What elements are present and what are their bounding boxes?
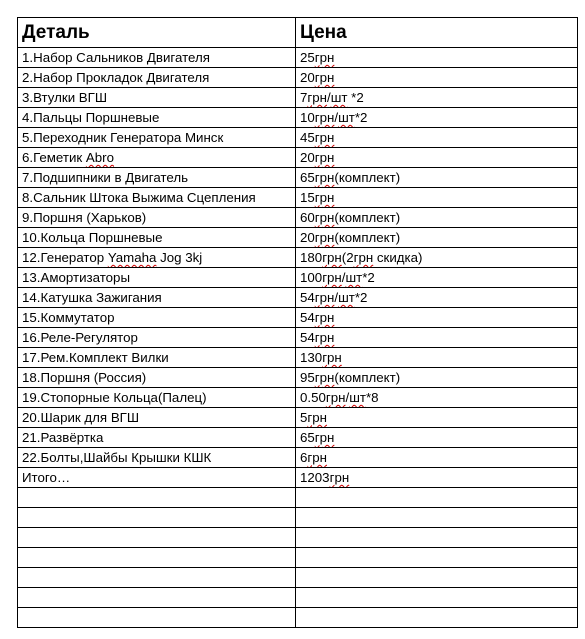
part-cell[interactable]: 21.Развёртка: [18, 428, 296, 448]
spellcheck-mark: Abro: [85, 150, 115, 165]
part-cell[interactable]: [18, 528, 296, 548]
price-cell[interactable]: [296, 508, 578, 528]
table-row: [18, 248, 578, 268]
price-cell[interactable]: 54грн/шт*2: [296, 288, 578, 308]
table-row: [18, 408, 578, 428]
table-row: [18, 168, 578, 188]
spellcheck-mark: грн: [314, 190, 335, 205]
spellcheck-mark: грн: [314, 330, 335, 345]
part-cell[interactable]: 1.Набор Сальников Двигателя: [18, 48, 296, 68]
price-cell[interactable]: [296, 588, 578, 608]
spellcheck-mark: грн: [322, 250, 342, 265]
price-cell[interactable]: 7грн/шт *2: [296, 88, 578, 108]
spellcheck-mark: шт: [345, 270, 363, 285]
spellcheck-mark: шт: [338, 290, 355, 305]
part-cell[interactable]: 13.Амортизаторы: [18, 268, 296, 288]
spellcheck-mark: грн: [307, 450, 327, 465]
part-cell[interactable]: 14.Катушка Зажигания: [18, 288, 296, 308]
price-cell[interactable]: 20грн(комплект): [296, 228, 578, 248]
table-row: [18, 288, 578, 308]
table-row: [18, 88, 578, 108]
part-cell[interactable]: 20.Шарик для ВГШ: [18, 408, 296, 428]
document-page: [17, 17, 577, 628]
price-cell[interactable]: 10грн/шт*2: [296, 108, 578, 128]
table-row: [18, 428, 578, 448]
spellcheck-mark: грн: [329, 470, 350, 485]
price-cell[interactable]: 0.50грн/шт*8: [296, 388, 578, 408]
part-cell[interactable]: 4.Пальцы Поршневые: [18, 108, 296, 128]
part-cell[interactable]: Итого…: [18, 468, 296, 488]
part-cell[interactable]: [18, 588, 296, 608]
spellcheck-mark: Yamaha: [107, 250, 157, 265]
table-body: [18, 48, 578, 628]
table-row: [18, 48, 578, 68]
part-cell[interactable]: 17.Рем.Комплект Вилки: [18, 348, 296, 368]
price-cell[interactable]: 1203грн: [296, 468, 578, 488]
part-cell[interactable]: 9.Поршня (Харьков): [18, 208, 296, 228]
part-cell[interactable]: 18.Поршня (Россия): [18, 368, 296, 388]
table-row: [18, 488, 578, 508]
parts-price-table: [17, 17, 578, 628]
spellcheck-mark: грн: [322, 270, 342, 285]
spellcheck-mark: грн: [322, 350, 342, 365]
table-row: [18, 108, 578, 128]
table-row: [18, 588, 578, 608]
table-row: [18, 188, 578, 208]
part-cell[interactable]: 7.Подшипники в Двигатель: [18, 168, 296, 188]
part-cell[interactable]: 2.Набор Прокладок Двигателя: [18, 68, 296, 88]
price-cell[interactable]: 60грн(комплект): [296, 208, 578, 228]
spellcheck-mark: шт: [330, 90, 348, 105]
spellcheck-mark: шт: [338, 110, 355, 125]
price-cell[interactable]: 100грн/шт*2: [296, 268, 578, 288]
table-row: [18, 208, 578, 228]
spellcheck-mark: грн: [353, 250, 374, 265]
table-row: [18, 128, 578, 148]
spellcheck-mark: грн: [314, 290, 335, 305]
part-cell[interactable]: [18, 568, 296, 588]
spellcheck-mark: грн: [314, 230, 335, 245]
part-cell[interactable]: [18, 608, 296, 628]
spellcheck-mark: грн: [307, 90, 327, 105]
price-cell[interactable]: 45грн: [296, 128, 578, 148]
table-header-row: [18, 18, 578, 48]
part-cell[interactable]: 16.Реле-Регулятор: [18, 328, 296, 348]
spellcheck-mark: грн: [314, 110, 335, 125]
price-cell[interactable]: 20грн: [296, 148, 578, 168]
table-row: [18, 328, 578, 348]
price-cell[interactable]: 95грн(комплект): [296, 368, 578, 388]
spellcheck-mark: грн: [307, 410, 327, 425]
part-cell[interactable]: 5.Переходник Генератора Минск: [18, 128, 296, 148]
header-part: Деталь: [18, 18, 296, 48]
part-cell[interactable]: 12.Генератор Yamaha Jog 3kj: [18, 248, 296, 268]
price-cell[interactable]: 25грн: [296, 48, 578, 68]
table-row: [18, 268, 578, 288]
spellcheck-mark: грн: [314, 70, 335, 85]
price-cell[interactable]: [296, 488, 578, 508]
price-cell[interactable]: 20грн: [296, 68, 578, 88]
part-cell[interactable]: [18, 548, 296, 568]
part-cell[interactable]: 19.Стопорные Кольца(Палец): [18, 388, 296, 408]
spellcheck-mark: грн: [314, 370, 335, 385]
table-row: [18, 568, 578, 588]
part-cell[interactable]: 3.Втулки ВГШ: [18, 88, 296, 108]
spellcheck-mark: грн: [314, 310, 335, 325]
table-row: [18, 548, 578, 568]
table-row: [18, 228, 578, 248]
price-cell[interactable]: 6грн: [296, 448, 578, 468]
table-row: [18, 468, 578, 488]
table-row: [18, 528, 578, 548]
part-cell[interactable]: 15.Коммутатор: [18, 308, 296, 328]
spellcheck-mark: грн: [325, 390, 346, 405]
table-row: [18, 388, 578, 408]
part-cell[interactable]: 8.Сальник Штока Выжима Сцепления: [18, 188, 296, 208]
spellcheck-mark: грн: [314, 150, 335, 165]
spellcheck-mark: грн: [314, 170, 335, 185]
price-cell[interactable]: 130грн: [296, 348, 578, 368]
spellcheck-mark: грн: [314, 130, 335, 145]
table-row: [18, 348, 578, 368]
spellcheck-mark: шт: [349, 390, 366, 405]
price-cell[interactable]: 65грн(комплект): [296, 168, 578, 188]
table-row: [18, 148, 578, 168]
table-row: [18, 368, 578, 388]
price-cell[interactable]: [296, 548, 578, 568]
spellcheck-mark: грн: [314, 430, 335, 445]
header-price: Цена: [296, 18, 578, 48]
price-cell[interactable]: 5грн: [296, 408, 578, 428]
price-cell[interactable]: [296, 568, 578, 588]
price-cell[interactable]: 54грн: [296, 308, 578, 328]
table-row: [18, 448, 578, 468]
price-cell[interactable]: [296, 528, 578, 548]
price-cell[interactable]: 180грн(2грн скидка): [296, 248, 578, 268]
table-row: [18, 508, 578, 528]
price-cell[interactable]: 65грн: [296, 428, 578, 448]
spellcheck-mark: грн: [314, 210, 335, 225]
part-cell[interactable]: [18, 508, 296, 528]
table-row: [18, 68, 578, 88]
table-row: [18, 608, 578, 628]
price-cell[interactable]: 54грн: [296, 328, 578, 348]
part-cell[interactable]: 6.Геметик Abro: [18, 148, 296, 168]
spellcheck-mark: грн: [314, 50, 335, 65]
price-cell[interactable]: [296, 608, 578, 628]
table-row: [18, 308, 578, 328]
price-cell[interactable]: 15грн: [296, 188, 578, 208]
part-cell[interactable]: [18, 488, 296, 508]
part-cell[interactable]: 10.Кольца Поршневые: [18, 228, 296, 248]
part-cell[interactable]: 22.Болты,Шайбы Крышки КШК: [18, 448, 296, 468]
